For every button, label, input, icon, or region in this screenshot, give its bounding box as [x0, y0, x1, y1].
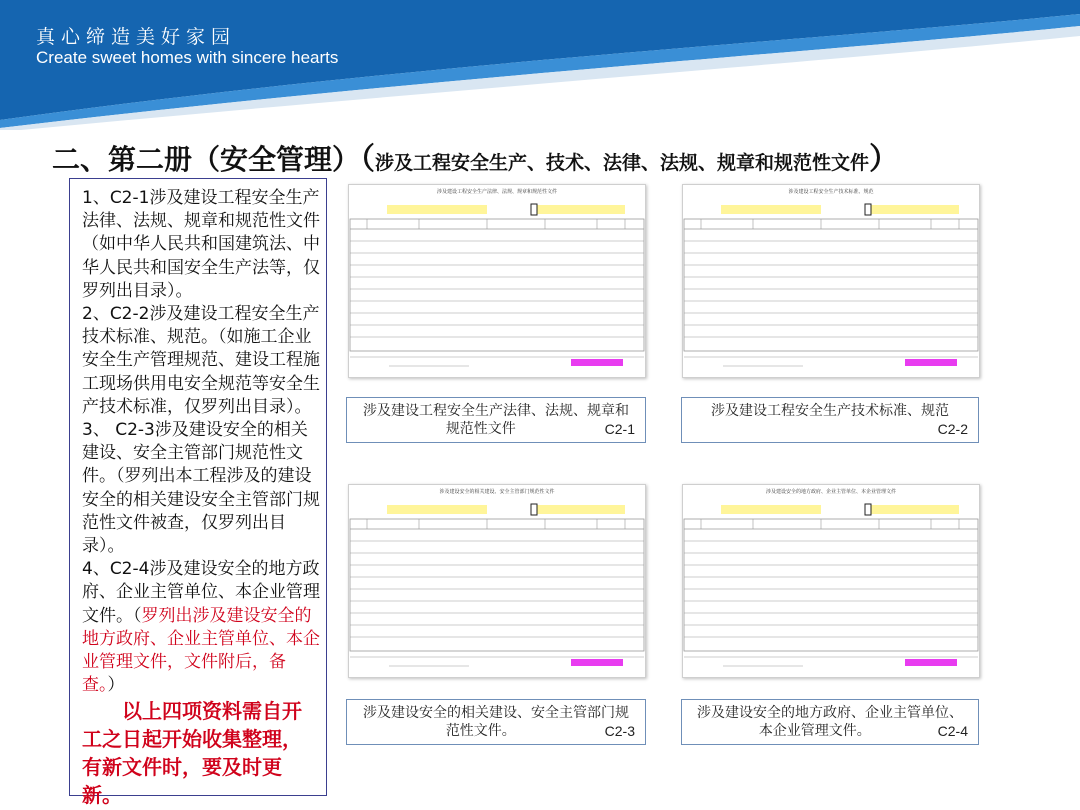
date-field	[905, 659, 957, 666]
construction-unit-field	[871, 505, 959, 514]
description-item-3: 3、 C2-3涉及建设安全的相关建设、安全主管部门规范性文件。（罗列出本工程涉及的建设安全的相关建设安全主管部门规范性文件被查，仅罗列出目录）。	[82, 420, 320, 557]
description-item-2: 2、C2-2涉及建设工程安全生产技术标准、规范。（如施工企业安全生产管理规范、建设工程施工现场供用电安全规范等安全生产技术标准，仅罗列出目录）。	[82, 304, 320, 417]
header-banner	[0, 0, 1080, 130]
caption-code: C2-1	[604, 421, 635, 437]
table-frame	[684, 519, 978, 651]
page-title-main: 二、第二册（安全管理）	[52, 143, 361, 176]
caption-c2-2	[681, 397, 979, 443]
caption-c2-1	[346, 397, 646, 443]
page-title-subtitle: 涉及工程安全生产、技术、法律、法规、规章和规范性文件	[375, 152, 870, 174]
caption-text: 涉及建设工程安全生产技术标准、规范	[711, 403, 949, 419]
description-item-4-highlight: 罗列出涉及建设安全的地方政府、企业主管单位、本企业管理文件，文件附后，备查。	[82, 605, 320, 696]
form-thumbnail-c2-1	[348, 184, 646, 378]
form-title: 涉及建设安全的相关建设、安全主管部门规范性文件	[439, 489, 555, 495]
construction-unit-field	[871, 205, 959, 214]
slogan-chinese: 真心缔造美好家园	[36, 26, 237, 48]
field-marker	[865, 204, 871, 215]
caption-text: 涉及建设工程安全生产法律、法规、规章和规范性文件	[363, 403, 629, 437]
slogan-english: Create sweet homes with sincere hearts	[36, 48, 339, 67]
page-title-open-bracket: （	[360, 142, 376, 177]
description-item-4-end: ）	[107, 675, 125, 696]
caption-code: C2-2	[937, 421, 968, 437]
project-name-field	[721, 505, 821, 514]
form-title: 涉及建设工程安全生产技术标准、规范	[788, 189, 874, 195]
project-name-field	[387, 205, 487, 214]
description-item-4	[82, 558, 320, 697]
table-frame	[350, 519, 644, 651]
description-panel	[69, 178, 327, 808]
form-grid-graphic	[349, 485, 645, 677]
caption-text: 涉及建设安全的地方政府、企业主管单位、本企业管理文件。	[697, 705, 963, 739]
page-title	[52, 134, 1072, 178]
emphasis-note	[82, 697, 320, 809]
construction-unit-field	[537, 205, 625, 214]
description-item-4-text: 4、C2-4涉及建设安全的地方政府、企业主管单位、本企业管理文件。（	[82, 559, 320, 626]
table-frame	[350, 219, 644, 351]
caption-code: C2-4	[937, 723, 968, 739]
form-title: 涉及建设安全的地方政府、企业主管单位、本企业管理文件	[765, 489, 896, 495]
project-name-field	[721, 205, 821, 214]
field-marker	[531, 204, 537, 215]
form-thumbnail-c2-4	[682, 484, 980, 678]
caption-c2-3	[346, 699, 646, 745]
construction-unit-field	[537, 505, 625, 514]
form-grid-graphic	[683, 485, 979, 677]
field-marker	[531, 504, 537, 515]
form-grid-graphic	[349, 185, 645, 377]
form-thumbnail-c2-2	[682, 184, 980, 378]
date-field	[571, 659, 623, 666]
caption-text: 涉及建设安全的相关建设、安全主管部门规范性文件。	[363, 705, 629, 739]
page-title-close-bracket: ）	[869, 142, 900, 177]
date-field	[571, 359, 623, 366]
caption-c2-4	[681, 699, 979, 745]
date-field	[905, 359, 957, 366]
field-marker	[865, 504, 871, 515]
table-frame	[684, 219, 978, 351]
description-item-1: 1、C2-1涉及建设工程安全生产法律、法规、规章和规范性文件（如中华人民共和国建筑法、中华人民共和国安全生产法等，仅罗列出目录）。	[82, 188, 320, 301]
form-grid-graphic	[683, 185, 979, 377]
form-title: 涉及建设工程安全生产法律、法规、规章和规范性文件	[436, 189, 557, 195]
form-thumbnail-c2-3	[348, 484, 646, 678]
project-name-field	[387, 505, 487, 514]
emphasis-note-text: 以上四项资料需自开工之日起开始收集整理，有新文件时，要及时更新。	[82, 699, 302, 808]
caption-code: C2-3	[604, 723, 635, 739]
